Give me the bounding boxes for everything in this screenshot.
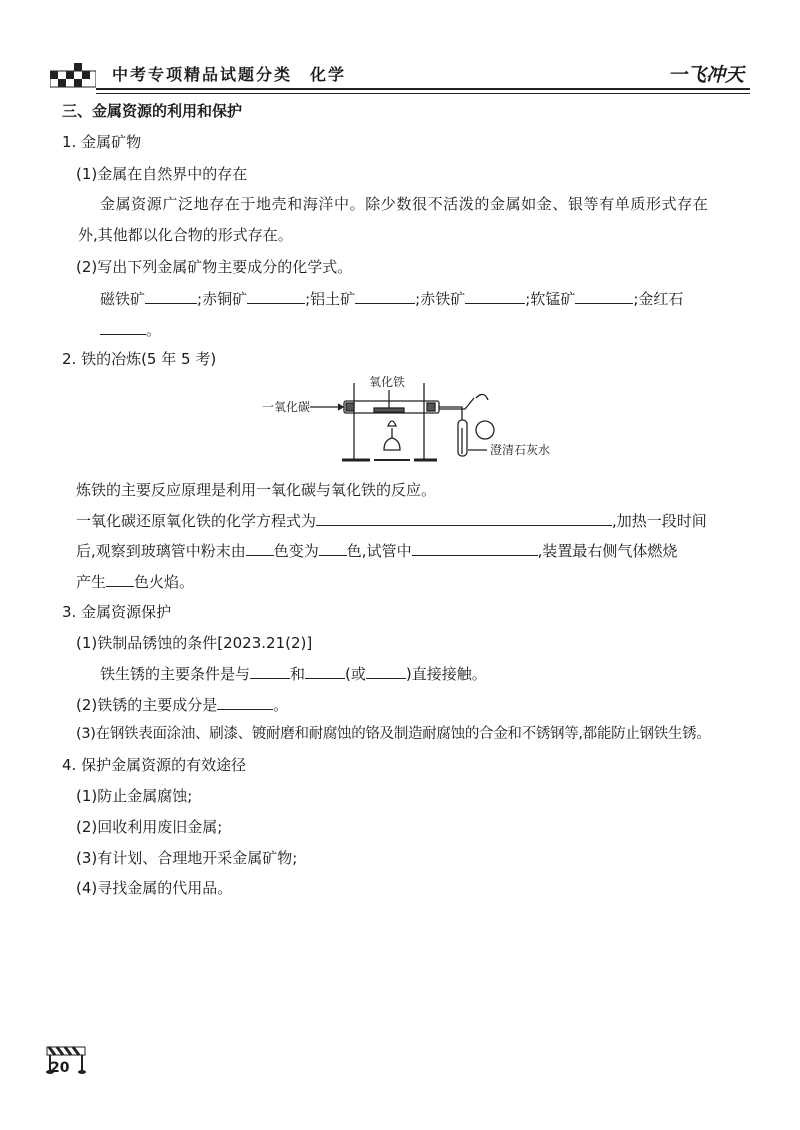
answer-blank[interactable] [246,541,274,556]
s1-title: 1. 金属矿物 [62,133,142,151]
answer-blank[interactable] [412,541,538,556]
s2-p4 [76,572,194,591]
header-title: 中考专项精品试题分类 化学 [112,65,347,84]
list-item: (4)寻找金属的代用品。 [76,879,233,897]
list-item: (2)回收利用废旧金属; [76,818,223,836]
s3-p1a: 铁生锈的主要条件是与 [100,665,251,683]
separator: ; [525,290,531,308]
iron-smelting-apparatus [262,368,562,468]
ore-name: 磁铁矿 [100,290,146,308]
answer-blank[interactable] [465,289,525,304]
period: 。 [146,321,162,339]
answer-blank[interactable] [316,511,612,526]
separator: ; [633,290,639,308]
answer-blank[interactable] [145,289,197,304]
ore-row-2 [100,320,161,339]
ore-name: 铝土矿 [310,290,356,308]
answer-blank[interactable] [366,664,406,679]
label-limewater: 澄清石灰水 [490,443,551,457]
separator: ; [305,290,311,308]
s2-p3b: 色变为 [273,542,319,560]
s2-p1: 炼铁的主要反应原理是利用一氧化碳与氧化铁的反应。 [76,481,437,499]
s3-p1c: (或 [345,665,366,683]
label-co: 一氧化碳 [262,400,311,414]
header-logo: 一飞冲天 [667,64,744,86]
answer-blank[interactable] [355,289,415,304]
ore-name: 赤铜矿 [202,290,248,308]
s2-p2a: 一氧化碳还原氧化铁的化学方程式为 [76,512,317,530]
s3-sub1: (1)铁制品锈蚀的条件[2023.21(2)] [76,634,313,652]
checker-icon [50,61,96,91]
s3-p1b: 和 [290,665,306,683]
s3-p1 [100,664,487,683]
s2-p3 [76,541,677,560]
s2-title: 2. 铁的冶炼(5 年 5 考) [62,350,217,368]
s3-sub2a: (2)铁锈的主要成分是 [76,696,218,714]
s2-p2 [76,511,707,530]
header-rule [96,88,750,90]
s1-p1: 金属资源广泛地存在于地壳和海洋中。除少数很不活泼的金属如金、银等有单质形式存在 [100,195,709,213]
s1-p2: 外,其他都以化合物的形式存在。 [78,226,293,244]
s2-p4b: 色火焰。 [134,573,195,591]
s3-sub3: (3)在钢铁表面涂油、刷漆、镀耐磨和耐腐蚀的铬及制造耐腐蚀的合金和不锈钢等,都能防止钢铁生锈。 [76,726,711,742]
answer-blank[interactable] [247,289,305,304]
s4-title: 4. 保护金属资源的有效途径 [62,756,247,774]
separator: ; [197,290,203,308]
s1-sub2: (2)写出下列金属矿物主要成分的化学式。 [76,258,353,276]
s3-sub2 [76,695,288,714]
s2-p4a: 产生 [76,573,107,591]
section-title: 三、金属资源的利用和保护 [62,102,243,120]
ore-row [100,289,683,308]
s2-p3d: ,装置最右侧气体燃烧 [537,542,678,560]
answer-blank[interactable] [305,664,345,679]
s2-p2b: ,加热一段时间 [612,512,707,530]
label-fe2o3: 氧化铁 [369,375,406,389]
s1-sub1: (1)金属在自然界中的存在 [76,165,248,183]
s3-title: 3. 金属资源保护 [62,603,172,621]
list-item: (1)防止金属腐蚀; [76,787,193,805]
answer-blank[interactable] [575,289,633,304]
ore-name: 金红石 [638,290,684,308]
header-rule-thin [96,93,750,94]
page-number: 20 [50,1060,70,1076]
list-item: (3)有计划、合理地开采金属矿物; [76,849,298,867]
s3-sub2b: 。 [273,696,289,714]
separator: ; [415,290,421,308]
answer-blank[interactable] [250,664,290,679]
s2-p3c: 色,试管中 [346,542,412,560]
s2-p3a: 后,观察到玻璃管中粉末由 [76,542,246,560]
s3-p1d: )直接接触。 [405,665,487,683]
page-header [0,52,800,98]
ore-name: 软锰矿 [530,290,576,308]
answer-blank[interactable] [319,541,347,556]
answer-blank[interactable] [217,695,273,710]
answer-blank[interactable] [100,320,146,335]
ore-name: 赤铁矿 [420,290,466,308]
answer-blank[interactable] [106,572,134,587]
